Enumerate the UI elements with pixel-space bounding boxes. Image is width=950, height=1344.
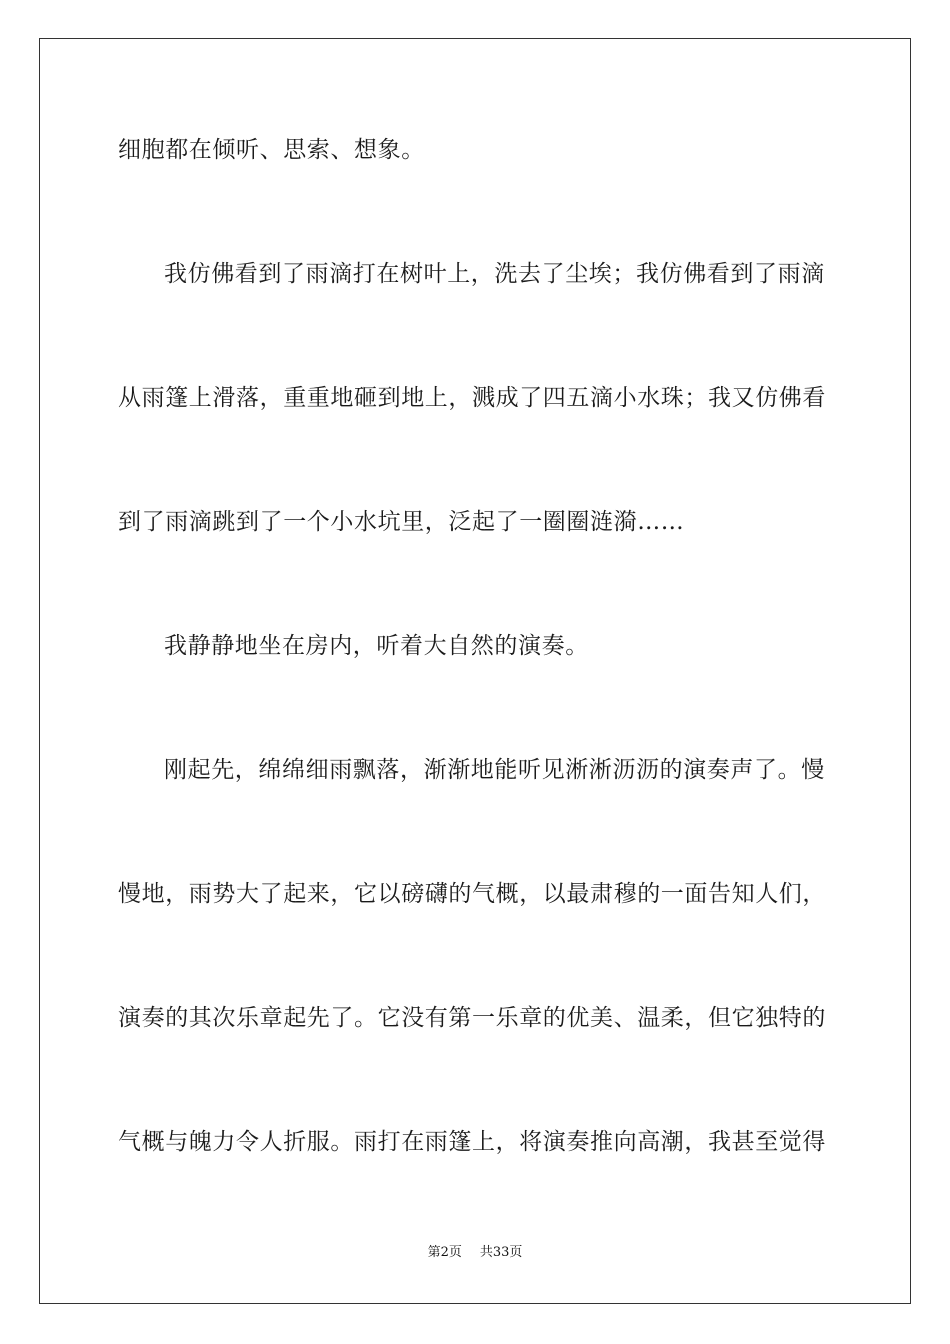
text-line: 气概与魄力令人折服。雨打在雨篷上，将演奏推向高潮，我甚至觉得: [118, 1129, 826, 1155]
page-total: 共33页: [479, 1245, 523, 1260]
paragraph-first-line: 我仿佛看到了雨滴打在树叶上，洗去了尘埃；我仿佛看到了雨滴: [164, 261, 825, 287]
page-footer: [0, 1244, 950, 1262]
page-number: 第2页: [427, 1245, 462, 1260]
text-line: 演奏的其次乐章起先了。它没有第一乐章的优美、温柔，但它独特的: [118, 1005, 826, 1031]
paragraph-first-line: 我静静地坐在房内，听着大自然的演奏。: [164, 633, 589, 659]
page-frame: [39, 38, 911, 1304]
text-line: 慢地，雨势大了起来，它以磅礴的气概，以最肃穆的一面告知人们，: [118, 881, 826, 907]
text-line: 细胞都在倾听、思索、想象。: [118, 137, 425, 163]
paragraph-first-line: 刚起先，绵绵细雨飘落，渐渐地能听见淅淅沥沥的演奏声了。慢: [164, 757, 825, 783]
text-line: 从雨篷上滑落，重重地砸到地上，溅成了四五滴小水珠；我又仿佛看: [118, 385, 826, 411]
text-line: 到了雨滴跳到了一个小水坑里，泛起了一圈圈涟漪……: [118, 509, 685, 535]
